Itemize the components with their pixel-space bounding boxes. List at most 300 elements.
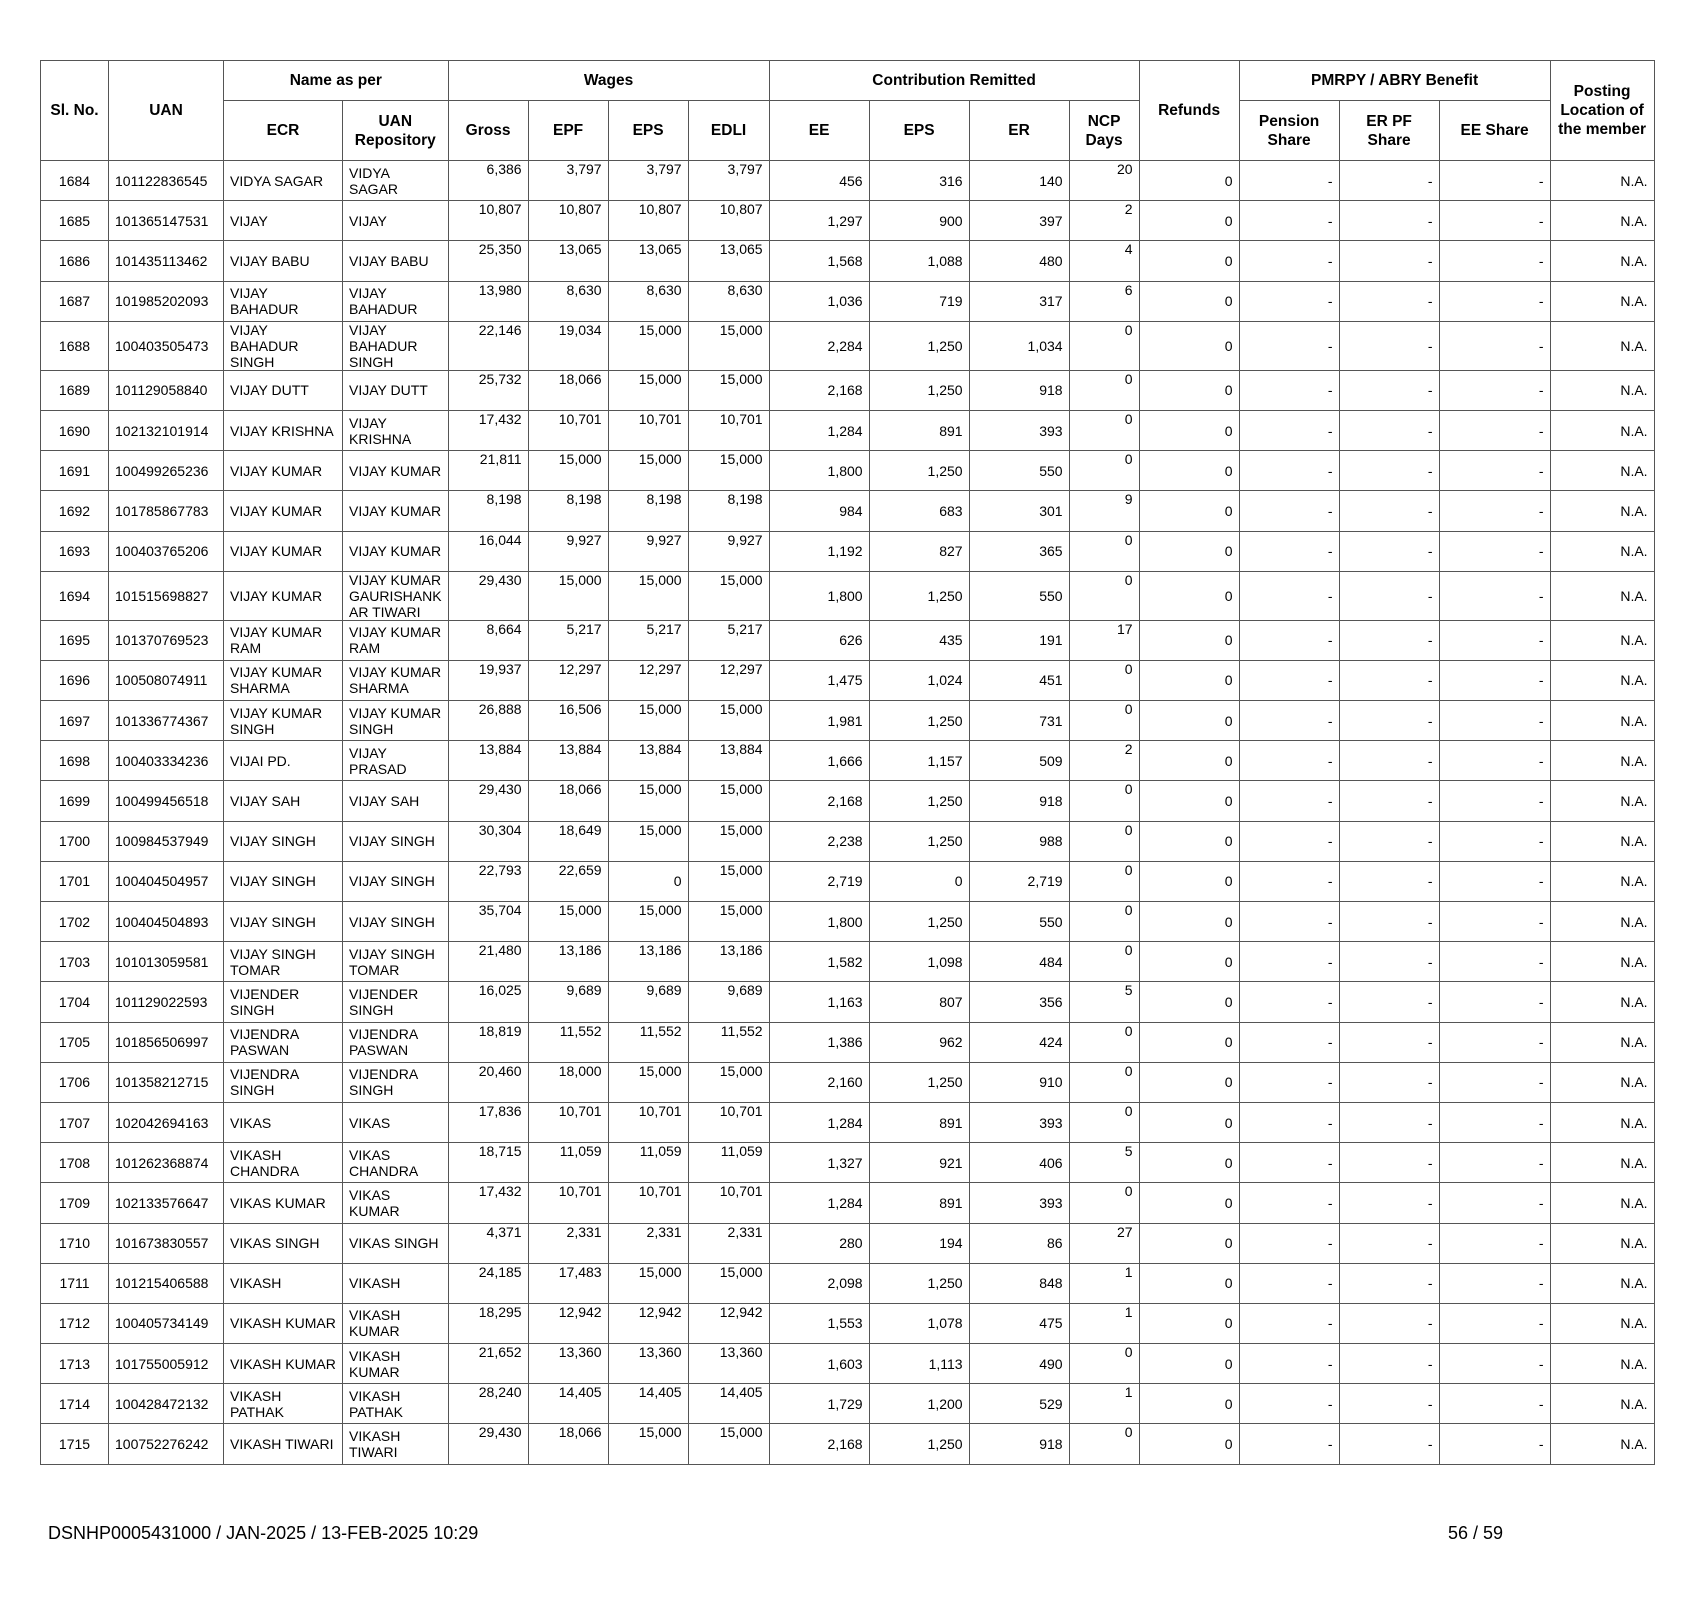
- uan-repository-name-cell: VIKAS: [343, 1102, 449, 1142]
- gross-wages-cell: 13,884: [448, 741, 528, 781]
- refunds-cell: 0: [1139, 161, 1239, 201]
- eps-wages-cell: 15,000: [608, 821, 688, 861]
- gross-wages-cell: 16,044: [448, 531, 528, 571]
- header-ecr: ECR: [224, 101, 343, 161]
- er-contribution-cell: 731: [969, 701, 1069, 741]
- sl-no-cell: 1691: [41, 451, 109, 491]
- uan-cell: 101215406588: [109, 1263, 224, 1303]
- posting-location-cell: N.A.: [1550, 161, 1654, 201]
- ncp-days-cell: 0: [1069, 1424, 1139, 1464]
- table-row: [41, 861, 1655, 901]
- eps-wages-cell: 15,000: [608, 1263, 688, 1303]
- ee-share-cell: -: [1439, 201, 1550, 241]
- gross-wages-cell: 29,430: [448, 781, 528, 821]
- eps-contribution-cell: 719: [869, 281, 969, 321]
- ncp-days-cell: 1: [1069, 1384, 1139, 1424]
- er-pf-share-cell: -: [1339, 1263, 1439, 1303]
- header-wages: Wages: [448, 61, 769, 101]
- pension-share-cell: -: [1239, 1344, 1339, 1384]
- table-row: [41, 571, 1655, 620]
- edli-wages-cell: 12,942: [688, 1303, 769, 1343]
- header-er: ER: [969, 101, 1069, 161]
- pension-share-cell: -: [1239, 620, 1339, 660]
- posting-location-cell: N.A.: [1550, 451, 1654, 491]
- er-pf-share-cell: -: [1339, 982, 1439, 1022]
- header-pmrpy-abry: PMRPY / ABRY Benefit: [1239, 61, 1550, 101]
- sl-no-cell: 1711: [41, 1263, 109, 1303]
- ee-share-cell: -: [1439, 1062, 1550, 1102]
- edli-wages-cell: 15,000: [688, 1424, 769, 1464]
- edli-wages-cell: 13,065: [688, 241, 769, 281]
- er-contribution-cell: 365: [969, 531, 1069, 571]
- ecr-contribution-table: [40, 60, 1655, 1465]
- ecr-name-cell: VIKAS KUMAR: [224, 1183, 343, 1223]
- header-posting-location: Posting Location of the member: [1550, 61, 1654, 161]
- uan-repository-name-cell: VIKAS SINGH: [343, 1223, 449, 1263]
- table-row: [41, 1263, 1655, 1303]
- uan-repository-name-cell: VIKASH KUMAR: [343, 1303, 449, 1343]
- epf-wages-cell: 15,000: [528, 902, 608, 942]
- table-row: [41, 531, 1655, 571]
- eps-wages-cell: 0: [608, 861, 688, 901]
- gross-wages-cell: 18,715: [448, 1143, 528, 1183]
- edli-wages-cell: 10,701: [688, 410, 769, 450]
- ee-contribution-cell: 2,160: [769, 1062, 869, 1102]
- uan-cell: 101358212715: [109, 1062, 224, 1102]
- ecr-name-cell: VIJAY SINGH: [224, 902, 343, 942]
- uan-repository-name-cell: VIJAY BAHADUR: [343, 281, 449, 321]
- posting-location-cell: N.A.: [1550, 781, 1654, 821]
- ecr-name-cell: VIJAY KUMAR SHARMA: [224, 660, 343, 700]
- edli-wages-cell: 9,927: [688, 531, 769, 571]
- ee-contribution-cell: 1,327: [769, 1143, 869, 1183]
- eps-wages-cell: 12,942: [608, 1303, 688, 1343]
- table-row: [41, 620, 1655, 660]
- posting-location-cell: N.A.: [1550, 281, 1654, 321]
- table-row: [41, 1183, 1655, 1223]
- sl-no-cell: 1712: [41, 1303, 109, 1343]
- ee-share-cell: -: [1439, 491, 1550, 531]
- eps-contribution-cell: 1,250: [869, 321, 969, 370]
- ncp-days-cell: 0: [1069, 660, 1139, 700]
- uan-cell: 101785867783: [109, 491, 224, 531]
- er-pf-share-cell: -: [1339, 1223, 1439, 1263]
- pension-share-cell: -: [1239, 1223, 1339, 1263]
- ncp-days-cell: 0: [1069, 821, 1139, 861]
- table-row: [41, 781, 1655, 821]
- ncp-days-cell: 1: [1069, 1303, 1139, 1343]
- ncp-days-cell: 5: [1069, 982, 1139, 1022]
- pension-share-cell: -: [1239, 1263, 1339, 1303]
- posting-location-cell: N.A.: [1550, 942, 1654, 982]
- pension-share-cell: -: [1239, 1143, 1339, 1183]
- epf-wages-cell: 18,066: [528, 1424, 608, 1464]
- eps-contribution-cell: 435: [869, 620, 969, 660]
- ee-share-cell: -: [1439, 1344, 1550, 1384]
- pension-share-cell: -: [1239, 1424, 1339, 1464]
- eps-wages-cell: 11,059: [608, 1143, 688, 1183]
- edli-wages-cell: 11,552: [688, 1022, 769, 1062]
- er-contribution-cell: 140: [969, 161, 1069, 201]
- pension-share-cell: -: [1239, 491, 1339, 531]
- gross-wages-cell: 21,480: [448, 942, 528, 982]
- ecr-name-cell: VIJAY SAH: [224, 781, 343, 821]
- er-contribution-cell: 451: [969, 660, 1069, 700]
- edli-wages-cell: 5,217: [688, 620, 769, 660]
- er-pf-share-cell: -: [1339, 821, 1439, 861]
- ecr-name-cell: VIJAY BAHADUR: [224, 281, 343, 321]
- posting-location-cell: N.A.: [1550, 982, 1654, 1022]
- uan-repository-name-cell: VIJAY KUMAR: [343, 491, 449, 531]
- eps-wages-cell: 13,884: [608, 741, 688, 781]
- ee-contribution-cell: 1,284: [769, 1102, 869, 1142]
- edli-wages-cell: 15,000: [688, 370, 769, 410]
- eps-wages-cell: 9,689: [608, 982, 688, 1022]
- epf-wages-cell: 15,000: [528, 451, 608, 491]
- sl-no-cell: 1689: [41, 370, 109, 410]
- sl-no-cell: 1704: [41, 982, 109, 1022]
- ee-share-cell: -: [1439, 821, 1550, 861]
- uan-cell: 101129022593: [109, 982, 224, 1022]
- posting-location-cell: N.A.: [1550, 1102, 1654, 1142]
- header-ee: EE: [769, 101, 869, 161]
- uan-repository-name-cell: VIJAY BAHADUR SINGH: [343, 321, 449, 370]
- ncp-days-cell: 0: [1069, 410, 1139, 450]
- ncp-days-cell: 0: [1069, 1344, 1139, 1384]
- table-row: [41, 1344, 1655, 1384]
- er-contribution-cell: 918: [969, 781, 1069, 821]
- ncp-days-cell: 2: [1069, 201, 1139, 241]
- eps-contribution-cell: 1,078: [869, 1303, 969, 1343]
- ncp-days-cell: 0: [1069, 1022, 1139, 1062]
- ee-contribution-cell: 984: [769, 491, 869, 531]
- gross-wages-cell: 18,295: [448, 1303, 528, 1343]
- ecr-name-cell: VIJAY SINGH TOMAR: [224, 942, 343, 982]
- ee-share-cell: -: [1439, 321, 1550, 370]
- uan-repository-name-cell: VIJENDRA SINGH: [343, 1062, 449, 1102]
- eps-wages-cell: 3,797: [608, 161, 688, 201]
- sl-no-cell: 1700: [41, 821, 109, 861]
- eps-contribution-cell: 0: [869, 861, 969, 901]
- edli-wages-cell: 14,405: [688, 1384, 769, 1424]
- sl-no-cell: 1707: [41, 1102, 109, 1142]
- er-contribution-cell: 550: [969, 451, 1069, 491]
- refunds-cell: 0: [1139, 410, 1239, 450]
- table-row: [41, 741, 1655, 781]
- er-pf-share-cell: -: [1339, 1022, 1439, 1062]
- eps-wages-cell: 13,360: [608, 1344, 688, 1384]
- refunds-cell: 0: [1139, 1223, 1239, 1263]
- uan-cell: 100984537949: [109, 821, 224, 861]
- uan-cell: 101985202093: [109, 281, 224, 321]
- ee-contribution-cell: 1,036: [769, 281, 869, 321]
- ee-contribution-cell: 1,603: [769, 1344, 869, 1384]
- eps-contribution-cell: 1,200: [869, 1384, 969, 1424]
- eps-wages-cell: 15,000: [608, 321, 688, 370]
- table-row: [41, 241, 1655, 281]
- pension-share-cell: -: [1239, 531, 1339, 571]
- gross-wages-cell: 22,146: [448, 321, 528, 370]
- pension-share-cell: -: [1239, 1303, 1339, 1343]
- er-contribution-cell: 848: [969, 1263, 1069, 1303]
- uan-repository-name-cell: VIJENDER SINGH: [343, 982, 449, 1022]
- er-contribution-cell: 317: [969, 281, 1069, 321]
- gross-wages-cell: 8,198: [448, 491, 528, 531]
- eps-contribution-cell: 1,024: [869, 660, 969, 700]
- sl-no-cell: 1695: [41, 620, 109, 660]
- uan-cell: 101755005912: [109, 1344, 224, 1384]
- er-pf-share-cell: -: [1339, 281, 1439, 321]
- eps-contribution-cell: 921: [869, 1143, 969, 1183]
- ee-contribution-cell: 1,800: [769, 902, 869, 942]
- ncp-days-cell: 2: [1069, 741, 1139, 781]
- eps-contribution-cell: 1,250: [869, 701, 969, 741]
- edli-wages-cell: 10,701: [688, 1102, 769, 1142]
- table-body: [41, 161, 1655, 1465]
- er-pf-share-cell: -: [1339, 161, 1439, 201]
- pension-share-cell: -: [1239, 821, 1339, 861]
- er-contribution-cell: 393: [969, 410, 1069, 450]
- ncp-days-cell: 4: [1069, 241, 1139, 281]
- sl-no-cell: 1687: [41, 281, 109, 321]
- uan-repository-name-cell: VIJAY DUTT: [343, 370, 449, 410]
- ee-contribution-cell: 2,168: [769, 370, 869, 410]
- eps-contribution-cell: 1,250: [869, 1062, 969, 1102]
- uan-repository-name-cell: VIJAY PRASAD: [343, 741, 449, 781]
- ee-contribution-cell: 1,553: [769, 1303, 869, 1343]
- edli-wages-cell: 13,360: [688, 1344, 769, 1384]
- er-contribution-cell: 393: [969, 1102, 1069, 1142]
- ncp-days-cell: 5: [1069, 1143, 1139, 1183]
- ncp-days-cell: 27: [1069, 1223, 1139, 1263]
- pension-share-cell: -: [1239, 1384, 1339, 1424]
- uan-cell: 102132101914: [109, 410, 224, 450]
- posting-location-cell: N.A.: [1550, 902, 1654, 942]
- ee-share-cell: -: [1439, 1102, 1550, 1142]
- gross-wages-cell: 22,793: [448, 861, 528, 901]
- eps-contribution-cell: 891: [869, 1102, 969, 1142]
- gross-wages-cell: 29,430: [448, 1424, 528, 1464]
- gross-wages-cell: 25,732: [448, 370, 528, 410]
- refunds-cell: 0: [1139, 741, 1239, 781]
- eps-wages-cell: 15,000: [608, 571, 688, 620]
- epf-wages-cell: 9,927: [528, 531, 608, 571]
- uan-repository-name-cell: VIJAY SINGH: [343, 861, 449, 901]
- epf-wages-cell: 8,630: [528, 281, 608, 321]
- gross-wages-cell: 16,025: [448, 982, 528, 1022]
- er-contribution-cell: 1,034: [969, 321, 1069, 370]
- er-contribution-cell: 490: [969, 1344, 1069, 1384]
- eps-contribution-cell: 900: [869, 201, 969, 241]
- uan-repository-name-cell: VIKASH TIWARI: [343, 1424, 449, 1464]
- uan-repository-name-cell: VIJAY KRISHNA: [343, 410, 449, 450]
- ee-share-cell: -: [1439, 620, 1550, 660]
- epf-wages-cell: 17,483: [528, 1263, 608, 1303]
- er-contribution-cell: 191: [969, 620, 1069, 660]
- pension-share-cell: -: [1239, 982, 1339, 1022]
- header-edli: EDLI: [688, 101, 769, 161]
- ee-contribution-cell: 1,981: [769, 701, 869, 741]
- eps-wages-cell: 9,927: [608, 531, 688, 571]
- pension-share-cell: -: [1239, 1022, 1339, 1062]
- posting-location-cell: N.A.: [1550, 701, 1654, 741]
- table-row: [41, 451, 1655, 491]
- pension-share-cell: -: [1239, 942, 1339, 982]
- eps-contribution-cell: 1,250: [869, 902, 969, 942]
- eps-contribution-cell: 1,088: [869, 241, 969, 281]
- eps-wages-cell: 11,552: [608, 1022, 688, 1062]
- gross-wages-cell: 17,432: [448, 1183, 528, 1223]
- er-contribution-cell: 86: [969, 1223, 1069, 1263]
- pension-share-cell: -: [1239, 281, 1339, 321]
- ee-contribution-cell: 1,284: [769, 1183, 869, 1223]
- uan-cell: 102133576647: [109, 1183, 224, 1223]
- table-row: [41, 370, 1655, 410]
- uan-cell: 101673830557: [109, 1223, 224, 1263]
- table-row: [41, 161, 1655, 201]
- uan-repository-name-cell: VIKASH KUMAR: [343, 1344, 449, 1384]
- uan-cell: 100499265236: [109, 451, 224, 491]
- ecr-name-cell: VIKASH CHANDRA: [224, 1143, 343, 1183]
- refunds-cell: 0: [1139, 531, 1239, 571]
- uan-repository-name-cell: VIJAY: [343, 201, 449, 241]
- edli-wages-cell: 15,000: [688, 571, 769, 620]
- eps-wages-cell: 13,186: [608, 942, 688, 982]
- uan-cell: 101515698827: [109, 571, 224, 620]
- epf-wages-cell: 13,360: [528, 1344, 608, 1384]
- refunds-cell: 0: [1139, 201, 1239, 241]
- er-pf-share-cell: -: [1339, 410, 1439, 450]
- gross-wages-cell: 35,704: [448, 902, 528, 942]
- eps-wages-cell: 5,217: [608, 620, 688, 660]
- eps-contribution-cell: 194: [869, 1223, 969, 1263]
- ecr-name-cell: VIJAY SINGH: [224, 821, 343, 861]
- posting-location-cell: N.A.: [1550, 321, 1654, 370]
- ee-share-cell: -: [1439, 701, 1550, 741]
- edli-wages-cell: 9,689: [688, 982, 769, 1022]
- eps-wages-cell: 15,000: [608, 370, 688, 410]
- header-contribution-remitted: Contribution Remitted: [769, 61, 1139, 101]
- eps-wages-cell: 2,331: [608, 1223, 688, 1263]
- eps-wages-cell: 14,405: [608, 1384, 688, 1424]
- pension-share-cell: -: [1239, 370, 1339, 410]
- ee-contribution-cell: 1,800: [769, 571, 869, 620]
- er-contribution-cell: 918: [969, 1424, 1069, 1464]
- sl-no-cell: 1698: [41, 741, 109, 781]
- ecr-name-cell: VIKASH KUMAR: [224, 1344, 343, 1384]
- ee-share-cell: -: [1439, 861, 1550, 901]
- edli-wages-cell: 13,186: [688, 942, 769, 982]
- posting-location-cell: N.A.: [1550, 1344, 1654, 1384]
- uan-cell: 101262368874: [109, 1143, 224, 1183]
- ecr-name-cell: VIKASH TIWARI: [224, 1424, 343, 1464]
- er-pf-share-cell: -: [1339, 1102, 1439, 1142]
- edli-wages-cell: 15,000: [688, 701, 769, 741]
- sl-no-cell: 1693: [41, 531, 109, 571]
- ecr-name-cell: VIJAY SINGH: [224, 861, 343, 901]
- table-row: [41, 491, 1655, 531]
- ecr-name-cell: VIJAY BAHADUR SINGH: [224, 321, 343, 370]
- uan-repository-name-cell: VIJAY SINGH TOMAR: [343, 942, 449, 982]
- ee-share-cell: -: [1439, 982, 1550, 1022]
- uan-cell: 101365147531: [109, 201, 224, 241]
- eps-contribution-cell: 1,098: [869, 942, 969, 982]
- uan-cell: 100405734149: [109, 1303, 224, 1343]
- gross-wages-cell: 25,350: [448, 241, 528, 281]
- ee-contribution-cell: 1,475: [769, 660, 869, 700]
- refunds-cell: 0: [1139, 1263, 1239, 1303]
- ee-contribution-cell: 2,098: [769, 1263, 869, 1303]
- epf-wages-cell: 9,689: [528, 982, 608, 1022]
- er-contribution-cell: 480: [969, 241, 1069, 281]
- uan-cell: 102042694163: [109, 1102, 224, 1142]
- posting-location-cell: N.A.: [1550, 741, 1654, 781]
- uan-cell: 100404504957: [109, 861, 224, 901]
- pension-share-cell: -: [1239, 410, 1339, 450]
- sl-no-cell: 1692: [41, 491, 109, 531]
- gross-wages-cell: 10,807: [448, 201, 528, 241]
- sl-no-cell: 1715: [41, 1424, 109, 1464]
- ncp-days-cell: 0: [1069, 902, 1139, 942]
- ecr-name-cell: VIJAY KUMAR: [224, 571, 343, 620]
- header-epf: EPF: [528, 101, 608, 161]
- edli-wages-cell: 10,701: [688, 1183, 769, 1223]
- epf-wages-cell: 8,198: [528, 491, 608, 531]
- er-pf-share-cell: -: [1339, 861, 1439, 901]
- posting-location-cell: N.A.: [1550, 1022, 1654, 1062]
- ecr-name-cell: VIJAY DUTT: [224, 370, 343, 410]
- er-pf-share-cell: -: [1339, 1062, 1439, 1102]
- uan-repository-name-cell: VIJAY SINGH: [343, 902, 449, 942]
- sl-no-cell: 1710: [41, 1223, 109, 1263]
- sl-no-cell: 1699: [41, 781, 109, 821]
- er-pf-share-cell: -: [1339, 531, 1439, 571]
- epf-wages-cell: 3,797: [528, 161, 608, 201]
- table-row: [41, 1303, 1655, 1343]
- er-contribution-cell: 910: [969, 1062, 1069, 1102]
- eps-contribution-cell: 891: [869, 410, 969, 450]
- eps-wages-cell: 15,000: [608, 781, 688, 821]
- sl-no-cell: 1697: [41, 701, 109, 741]
- ee-share-cell: -: [1439, 1143, 1550, 1183]
- edli-wages-cell: 11,059: [688, 1143, 769, 1183]
- ee-share-cell: -: [1439, 410, 1550, 450]
- sl-no-cell: 1685: [41, 201, 109, 241]
- ncp-days-cell: 0: [1069, 370, 1139, 410]
- epf-wages-cell: 13,065: [528, 241, 608, 281]
- ecr-name-cell: VIDYA SAGAR: [224, 161, 343, 201]
- ee-share-cell: -: [1439, 451, 1550, 491]
- header-name-as-per: Name as per: [224, 61, 449, 101]
- ee-contribution-cell: 1,297: [769, 201, 869, 241]
- refunds-cell: 0: [1139, 451, 1239, 491]
- ecr-name-cell: VIKAS SINGH: [224, 1223, 343, 1263]
- footer-page-number: 56 / 59: [1448, 1523, 1504, 1543]
- ee-contribution-cell: 1,582: [769, 942, 869, 982]
- uan-repository-name-cell: VIKASH: [343, 1263, 449, 1303]
- epf-wages-cell: 10,701: [528, 1183, 608, 1223]
- epf-wages-cell: 13,884: [528, 741, 608, 781]
- er-pf-share-cell: -: [1339, 701, 1439, 741]
- uan-repository-name-cell: VIJAY SINGH: [343, 821, 449, 861]
- ee-share-cell: -: [1439, 241, 1550, 281]
- er-contribution-cell: 393: [969, 1183, 1069, 1223]
- er-pf-share-cell: -: [1339, 1384, 1439, 1424]
- sl-no-cell: 1690: [41, 410, 109, 450]
- refunds-cell: 0: [1139, 861, 1239, 901]
- refunds-cell: 0: [1139, 1022, 1239, 1062]
- epf-wages-cell: 10,807: [528, 201, 608, 241]
